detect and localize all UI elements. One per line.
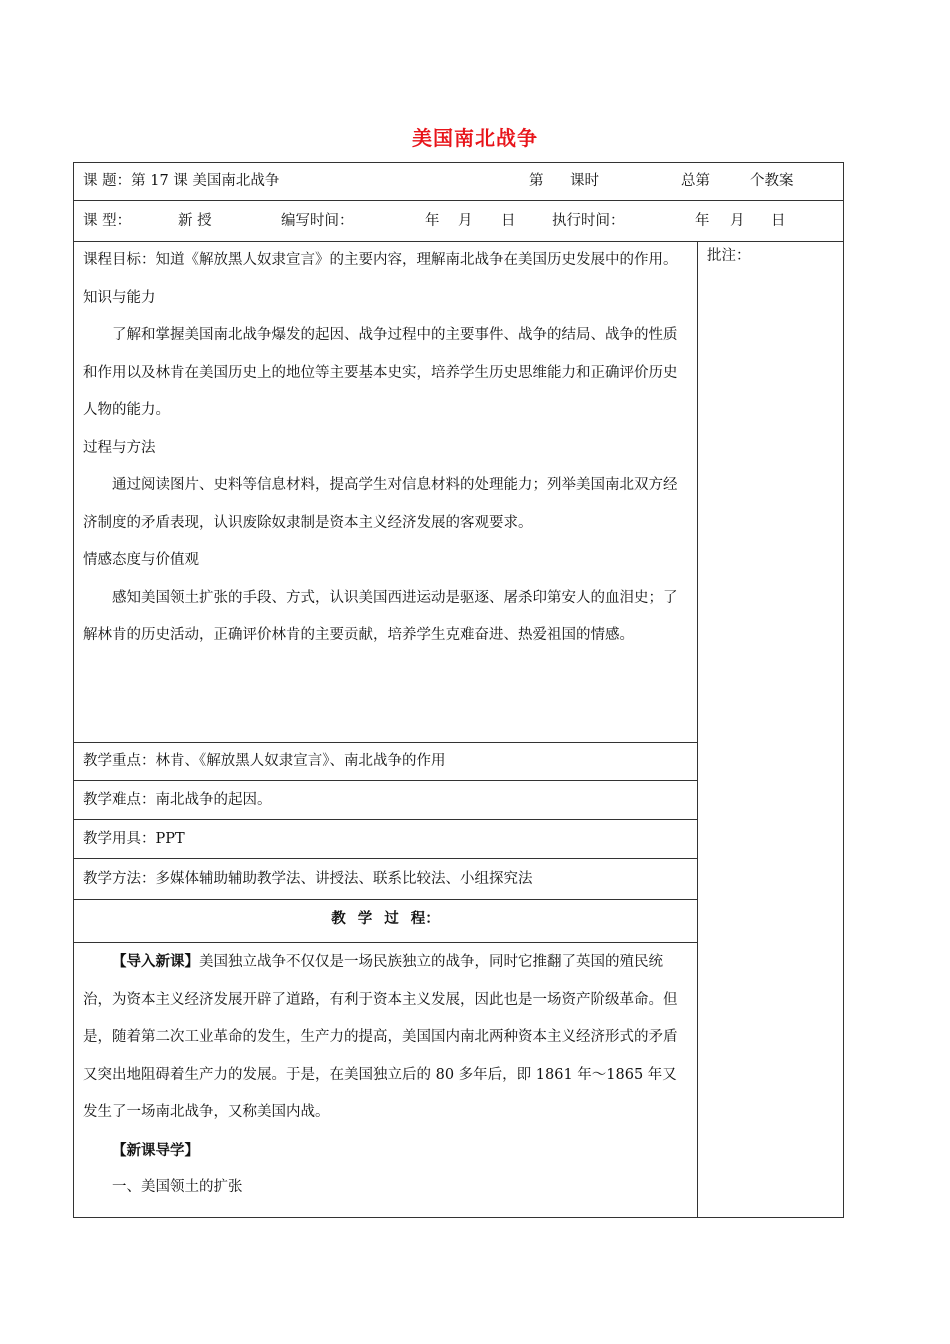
intro-text: 美国独立战争不仅仅是一场民族独立的战争，同时它推翻了英国的殖民统治，为资本主义经济发展开辟了道路，有利于资本主义发展，因此也是一场资产阶级革命。但是，随着第二次工业革命的发生，生产力的提高，美国国内南北两种资本主义经济形式的矛盾又突出地阻碍着生产力的发展。于是，在美国独立后的 80 多年后，即 1861 年～1865 年又发生了一场南北战争，又称美国内战。: [83, 954, 678, 1120]
total-suffix: 个教案: [750, 173, 794, 189]
knowledge-text: 了解和掌握美国南北战争爆发的起因、战争过程中的主要事件、战争的结局、战争的性质和作用以及林肯在美国历史上的地位等主要基本史实，培养学生历史思维能力和正确评价历史人物的能力。: [83, 327, 678, 418]
intro-tag: 【导入新课】: [112, 953, 199, 970]
notes-column: [698, 242, 844, 1218]
period-prefix: 第: [529, 173, 544, 189]
objectives-row: [74, 242, 844, 743]
write-month: 月: [458, 213, 473, 229]
section-one: 一、美国领土的扩张: [112, 1179, 243, 1195]
write-day: 日: [501, 213, 516, 229]
write-time-label: 编写时间：: [281, 213, 354, 229]
process-text: 通过阅读图片、史料等信息材料，提高学生对信息材料的处理能力；列举美国南北双方经济制度的矛盾表现，认识废除奴隶制是资本主义经济发展的客观要求。: [83, 477, 678, 531]
type-value: 新 授: [178, 213, 212, 229]
write-year: 年: [425, 213, 440, 229]
exec-year: 年: [695, 213, 710, 229]
topic-row: [74, 163, 844, 201]
emotion-heading: 情感态度与价值观: [83, 552, 199, 568]
key-points: 教学重点：林肯、《解放黑人奴隶宣言》、南北战争的作用: [83, 753, 446, 769]
exec-time-label: 执行时间：: [552, 213, 625, 229]
total-prefix: 总第: [681, 173, 710, 189]
guide-tag: 【新课导学】: [112, 1141, 199, 1159]
process-header: 教 学 过 程：: [331, 910, 440, 927]
knowledge-heading: 知识与能力: [83, 289, 156, 306]
emotion-text: 感知美国领土扩张的手段、方式，认识美国西进运动是驱逐、屠杀印第安人的血泪史；了解林肯的历史活动，正确评价林肯的主要贡献，培养学生克难奋进、热爱祖国的情感。: [83, 589, 678, 643]
lesson-plan-table: [73, 162, 844, 1218]
type-row: [74, 201, 844, 242]
exec-month: 月: [730, 213, 745, 229]
topic-label: 课 题：: [83, 173, 132, 189]
period-suffix: 课时: [570, 173, 599, 189]
course-goal: 课程目标：知道《解放黑人奴隶宣言》的主要内容，理解南北战争在美国历史发展中的作用。: [83, 252, 678, 268]
teaching-methods: 教学方法：多媒体辅助辅助教学法、讲授法、联系比较法、小组探究法: [83, 871, 533, 887]
page-title: 美国南北战争: [412, 126, 538, 150]
exec-day: 日: [771, 213, 786, 229]
type-label: 课 型：: [83, 213, 132, 229]
note-label: 批注：: [707, 248, 751, 264]
process-heading: 过程与方法: [83, 439, 156, 456]
difficulty: 教学难点：南北战争的起因。: [83, 792, 272, 808]
teaching-tools: 教学用具：PPT: [83, 831, 185, 847]
topic-value: 第 17 课 美国南北战争: [131, 173, 280, 189]
